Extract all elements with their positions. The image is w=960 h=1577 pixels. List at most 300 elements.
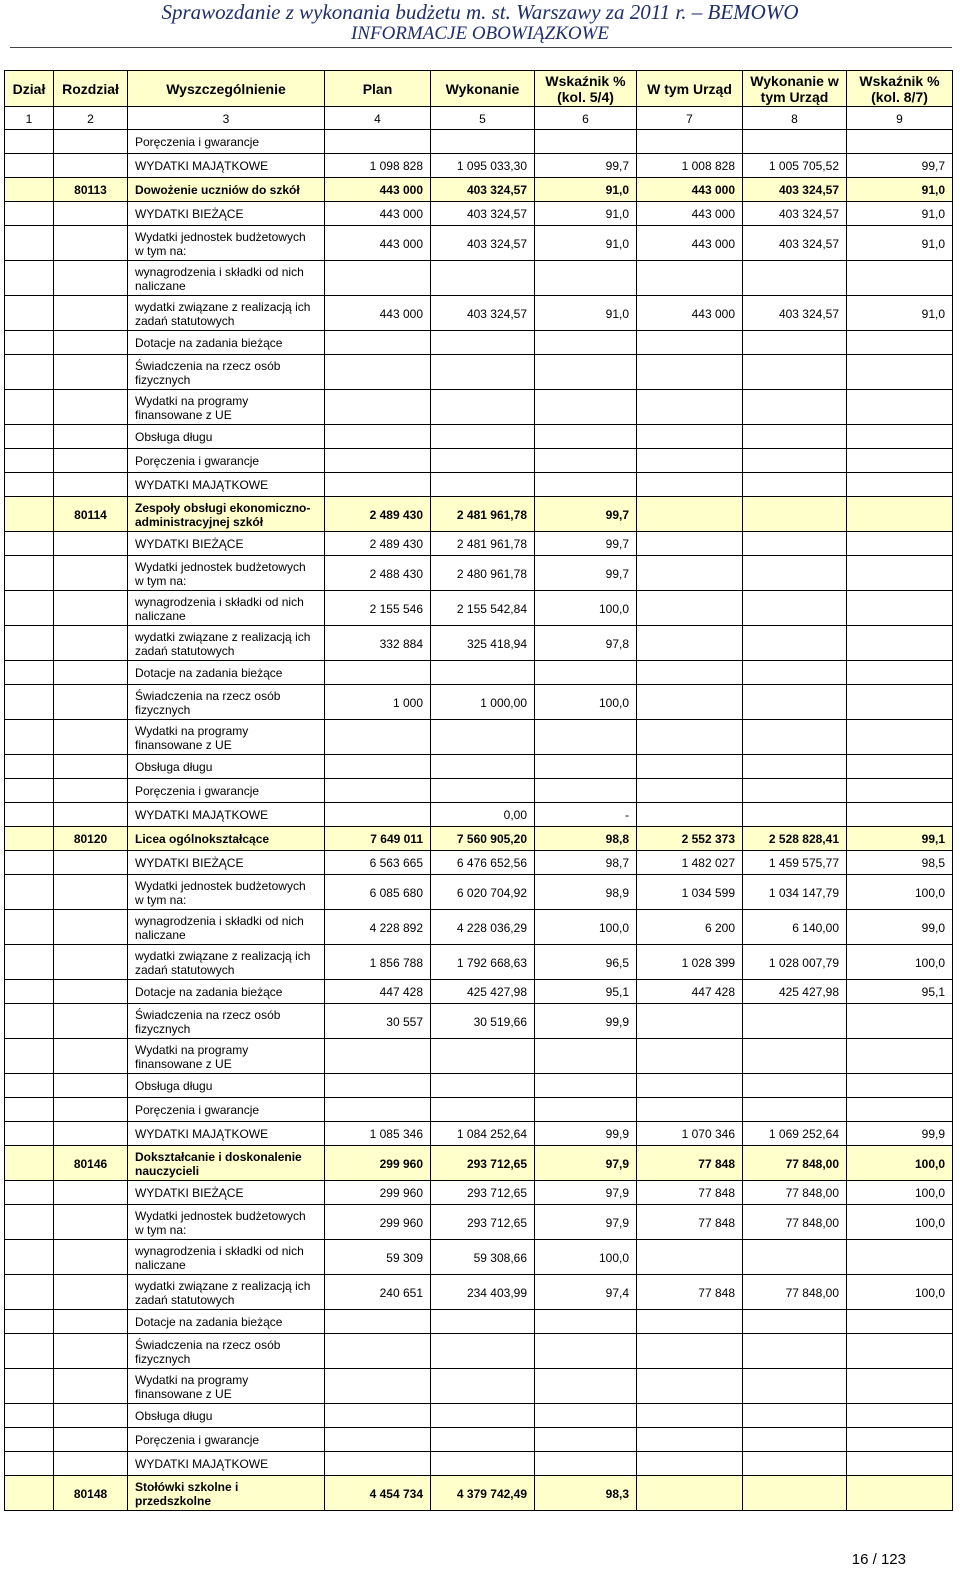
cell-w-tym-urzad xyxy=(637,473,743,497)
col-number: 8 xyxy=(743,107,847,130)
cell-plan: 299 960 xyxy=(325,1146,431,1181)
cell-dzial xyxy=(5,1310,54,1334)
cell-wskaznik-urzad: 100,0 xyxy=(847,1146,953,1181)
cell-label: Wydatki jednostek budżetowych w tym na: xyxy=(128,556,325,591)
cell-wykonanie: 1 792 668,63 xyxy=(431,945,535,980)
cell-w-tym-urzad xyxy=(637,1240,743,1275)
cell-rozdzial xyxy=(54,390,128,425)
cell-plan: 30 557 xyxy=(325,1004,431,1039)
cell-rozdzial xyxy=(54,779,128,803)
cell-w-tym-urzad xyxy=(637,390,743,425)
header-rule xyxy=(10,47,952,48)
budget-table xyxy=(4,70,953,1511)
cell-plan: 2 489 430 xyxy=(325,532,431,556)
col-number: 6 xyxy=(535,107,637,130)
table-row xyxy=(5,875,953,910)
cell-wykonanie xyxy=(431,1369,535,1404)
cell-wykonanie-urzad: 77 848,00 xyxy=(743,1275,847,1310)
cell-wskaznik: 99,9 xyxy=(535,1004,637,1039)
cell-rozdzial xyxy=(54,130,128,154)
cell-wykonanie-urzad xyxy=(743,1004,847,1039)
cell-wykonanie-urzad xyxy=(743,1476,847,1511)
table-row xyxy=(5,1310,953,1334)
cell-plan xyxy=(325,130,431,154)
cell-rozdzial xyxy=(54,425,128,449)
cell-wskaznik: 98,9 xyxy=(535,875,637,910)
cell-plan: 443 000 xyxy=(325,178,431,202)
table-row xyxy=(5,1098,953,1122)
cell-label: WYDATKI MAJĄTKOWE xyxy=(128,473,325,497)
cell-label: WYDATKI MAJĄTKOWE xyxy=(128,1452,325,1476)
cell-w-tym-urzad xyxy=(637,1428,743,1452)
cell-label: Dotacje na zadania bieżące xyxy=(128,980,325,1004)
cell-w-tym-urzad: 443 000 xyxy=(637,296,743,331)
cell-dzial xyxy=(5,1146,54,1181)
cell-dzial xyxy=(5,1404,54,1428)
cell-w-tym-urzad xyxy=(637,1452,743,1476)
cell-dzial xyxy=(5,980,54,1004)
cell-label: wydatki związane z realizacją ich zadań statutowych xyxy=(128,1275,325,1310)
cell-plan: 240 651 xyxy=(325,1275,431,1310)
cell-wykonanie xyxy=(431,473,535,497)
cell-wskaznik: 99,7 xyxy=(535,497,637,532)
cell-plan: 1 098 828 xyxy=(325,154,431,178)
cell-wskaznik xyxy=(535,449,637,473)
cell-rozdzial xyxy=(54,1074,128,1098)
cell-wykonanie-urzad xyxy=(743,1334,847,1369)
cell-wykonanie-urzad: 2 528 828,41 xyxy=(743,827,847,851)
cell-wskaznik: 99,7 xyxy=(535,556,637,591)
cell-wykonanie: 0,00 xyxy=(431,803,535,827)
cell-dzial xyxy=(5,473,54,497)
cell-rozdzial xyxy=(54,1275,128,1310)
cell-wskaznik-urzad: 100,0 xyxy=(847,1205,953,1240)
cell-wskaznik xyxy=(535,1452,637,1476)
cell-w-tym-urzad: 1 028 399 xyxy=(637,945,743,980)
cell-dzial xyxy=(5,661,54,685)
cell-wykonanie-urzad xyxy=(743,626,847,661)
cell-wykonanie xyxy=(431,449,535,473)
cell-plan xyxy=(325,1452,431,1476)
cell-plan: 6 563 665 xyxy=(325,851,431,875)
cell-label: WYDATKI BIEŻĄCE xyxy=(128,851,325,875)
cell-wykonanie xyxy=(431,390,535,425)
cell-plan xyxy=(325,355,431,390)
cell-plan: 332 884 xyxy=(325,626,431,661)
cell-wskaznik: 99,7 xyxy=(535,154,637,178)
col-number: 9 xyxy=(847,107,953,130)
cell-w-tym-urzad xyxy=(637,355,743,390)
cell-wykonanie: 325 418,94 xyxy=(431,626,535,661)
cell-wykonanie xyxy=(431,1428,535,1452)
cell-plan xyxy=(325,1074,431,1098)
cell-plan: 6 085 680 xyxy=(325,875,431,910)
cell-wykonanie: 234 403,99 xyxy=(431,1275,535,1310)
cell-label: wydatki związane z realizacją ich zadań statutowych xyxy=(128,296,325,331)
cell-wykonanie-urzad: 1 069 252,64 xyxy=(743,1122,847,1146)
cell-wskaznik-urzad xyxy=(847,803,953,827)
cell-wskaznik-urzad: 100,0 xyxy=(847,875,953,910)
cell-w-tym-urzad xyxy=(637,497,743,532)
cell-rozdzial xyxy=(54,755,128,779)
cell-wskaznik xyxy=(535,1404,637,1428)
cell-rozdzial xyxy=(54,1122,128,1146)
cell-wskaznik-urzad xyxy=(847,473,953,497)
cell-w-tym-urzad: 77 848 xyxy=(637,1275,743,1310)
cell-w-tym-urzad xyxy=(637,425,743,449)
cell-wskaznik xyxy=(535,720,637,755)
cell-wskaznik-urzad xyxy=(847,1452,953,1476)
cell-wskaznik-urzad xyxy=(847,261,953,296)
cell-rozdzial xyxy=(54,685,128,720)
cell-wykonanie: 425 427,98 xyxy=(431,980,535,1004)
cell-wykonanie: 1 000,00 xyxy=(431,685,535,720)
cell-rozdzial xyxy=(54,556,128,591)
table-row xyxy=(5,1039,953,1074)
cell-label: Obsługa długu xyxy=(128,1074,325,1098)
cell-rozdzial xyxy=(54,1369,128,1404)
cell-wskaznik: 100,0 xyxy=(535,1240,637,1275)
cell-wykonanie xyxy=(431,1334,535,1369)
cell-wykonanie: 293 712,65 xyxy=(431,1146,535,1181)
cell-plan xyxy=(325,720,431,755)
cell-wykonanie-urzad xyxy=(743,1098,847,1122)
cell-label: wynagrodzenia i składki od nich naliczane xyxy=(128,1240,325,1275)
table-row xyxy=(5,355,953,390)
cell-wskaznik-urzad: 99,9 xyxy=(847,1122,953,1146)
cell-w-tym-urzad: 1 008 828 xyxy=(637,154,743,178)
cell-dzial xyxy=(5,1452,54,1476)
cell-plan: 4 228 892 xyxy=(325,910,431,945)
cell-plan: 2 155 546 xyxy=(325,591,431,626)
cell-label: Obsługa długu xyxy=(128,1404,325,1428)
cell-wskaznik-urzad: 98,5 xyxy=(847,851,953,875)
cell-wskaznik xyxy=(535,1098,637,1122)
cell-plan xyxy=(325,755,431,779)
cell-wykonanie-urzad: 1 005 705,52 xyxy=(743,154,847,178)
cell-w-tym-urzad xyxy=(637,1369,743,1404)
cell-wykonanie: 30 519,66 xyxy=(431,1004,535,1039)
table-row xyxy=(5,685,953,720)
cell-wykonanie-urzad xyxy=(743,130,847,154)
cell-wskaznik-urzad xyxy=(847,1369,953,1404)
cell-wykonanie-urzad xyxy=(743,755,847,779)
cell-wskaznik-urzad xyxy=(847,355,953,390)
cell-wykonanie: 293 712,65 xyxy=(431,1205,535,1240)
section-row xyxy=(5,1146,953,1181)
cell-wskaznik-urzad xyxy=(847,591,953,626)
cell-plan xyxy=(325,1334,431,1369)
table-row xyxy=(5,331,953,355)
cell-plan: 1 856 788 xyxy=(325,945,431,980)
cell-plan: 7 649 011 xyxy=(325,827,431,851)
col-header-wskaznik-urzad: Wskaźnik % (kol. 8/7) xyxy=(847,71,953,107)
cell-wskaznik xyxy=(535,331,637,355)
cell-wykonanie-urzad xyxy=(743,556,847,591)
cell-w-tym-urzad xyxy=(637,532,743,556)
cell-wykonanie: 6 020 704,92 xyxy=(431,875,535,910)
cell-label: WYDATKI BIEŻĄCE xyxy=(128,1181,325,1205)
cell-wykonanie xyxy=(431,355,535,390)
cell-wskaznik-urzad: 100,0 xyxy=(847,1181,953,1205)
col-number: 1 xyxy=(5,107,54,130)
cell-wykonanie-urzad xyxy=(743,661,847,685)
cell-plan: 2 489 430 xyxy=(325,497,431,532)
table-row xyxy=(5,755,953,779)
cell-plan xyxy=(325,1404,431,1428)
cell-w-tym-urzad xyxy=(637,1476,743,1511)
cell-wykonanie-urzad: 403 324,57 xyxy=(743,296,847,331)
cell-label: wynagrodzenia i składki od nich naliczane xyxy=(128,910,325,945)
cell-rozdzial xyxy=(54,1039,128,1074)
cell-wykonanie-urzad xyxy=(743,803,847,827)
cell-wskaznik-urzad xyxy=(847,1428,953,1452)
cell-dzial xyxy=(5,1098,54,1122)
cell-wskaznik xyxy=(535,1310,637,1334)
cell-dzial xyxy=(5,803,54,827)
cell-plan xyxy=(325,779,431,803)
cell-w-tym-urzad: 443 000 xyxy=(637,178,743,202)
cell-plan: 447 428 xyxy=(325,980,431,1004)
cell-wskaznik: 97,9 xyxy=(535,1205,637,1240)
cell-wykonanie-urzad xyxy=(743,449,847,473)
cell-label: Stołówki szkolne i przedszkolne xyxy=(128,1476,325,1511)
cell-rozdzial: 80120 xyxy=(54,827,128,851)
cell-dzial xyxy=(5,1428,54,1452)
cell-wskaznik: 98,8 xyxy=(535,827,637,851)
cell-dzial xyxy=(5,331,54,355)
table-row xyxy=(5,1428,953,1452)
cell-label: WYDATKI BIEŻĄCE xyxy=(128,532,325,556)
table-row xyxy=(5,425,953,449)
cell-plan: 443 000 xyxy=(325,202,431,226)
cell-plan: 443 000 xyxy=(325,226,431,261)
cell-plan xyxy=(325,803,431,827)
report-subtitle: INFORMACJE OBOWIĄZKOWE xyxy=(350,23,610,44)
table-row xyxy=(5,591,953,626)
cell-label: wydatki związane z realizacją ich zadań statutowych xyxy=(128,626,325,661)
cell-w-tym-urzad xyxy=(637,803,743,827)
cell-plan xyxy=(325,261,431,296)
cell-dzial xyxy=(5,685,54,720)
cell-rozdzial xyxy=(54,1404,128,1428)
cell-wykonanie-urzad xyxy=(743,1039,847,1074)
cell-wykonanie: 6 476 652,56 xyxy=(431,851,535,875)
cell-plan xyxy=(325,1428,431,1452)
cell-dzial xyxy=(5,626,54,661)
cell-dzial xyxy=(5,1334,54,1369)
cell-wykonanie xyxy=(431,755,535,779)
table-row xyxy=(5,1205,953,1240)
cell-wykonanie-urzad xyxy=(743,355,847,390)
table-row xyxy=(5,226,953,261)
cell-w-tym-urzad xyxy=(637,661,743,685)
cell-wykonanie: 59 308,66 xyxy=(431,1240,535,1275)
col-header-wskaznik: Wskaźnik % (kol. 5/4) xyxy=(535,71,637,107)
cell-wykonanie-urzad xyxy=(743,532,847,556)
cell-rozdzial: 80113 xyxy=(54,178,128,202)
cell-label: Wydatki na programy finansowane z UE xyxy=(128,1369,325,1404)
cell-rozdzial xyxy=(54,980,128,1004)
cell-label: Obsługa długu xyxy=(128,425,325,449)
cell-wykonanie-urzad: 1 459 575,77 xyxy=(743,851,847,875)
page-number: 16 / 123 xyxy=(851,1551,906,1568)
cell-wykonanie xyxy=(431,1074,535,1098)
table-row xyxy=(5,851,953,875)
cell-w-tym-urzad xyxy=(637,556,743,591)
cell-w-tym-urzad: 1 070 346 xyxy=(637,1122,743,1146)
cell-wskaznik xyxy=(535,261,637,296)
cell-wskaznik xyxy=(535,425,637,449)
cell-wskaznik: 91,0 xyxy=(535,178,637,202)
table-row xyxy=(5,779,953,803)
cell-wykonanie xyxy=(431,130,535,154)
cell-wskaznik: 100,0 xyxy=(535,910,637,945)
cell-w-tym-urzad xyxy=(637,626,743,661)
cell-wykonanie-urzad xyxy=(743,390,847,425)
cell-wskaznik-urzad xyxy=(847,1310,953,1334)
cell-label: WYDATKI BIEŻĄCE xyxy=(128,202,325,226)
cell-wykonanie-urzad xyxy=(743,1310,847,1334)
cell-rozdzial xyxy=(54,331,128,355)
cell-wskaznik xyxy=(535,1074,637,1098)
cell-w-tym-urzad xyxy=(637,130,743,154)
table-row xyxy=(5,980,953,1004)
cell-rozdzial: 80148 xyxy=(54,1476,128,1511)
cell-dzial xyxy=(5,827,54,851)
cell-rozdzial xyxy=(54,296,128,331)
col-header-wykonanie: Wykonanie xyxy=(431,71,535,107)
cell-rozdzial xyxy=(54,875,128,910)
cell-wskaznik: 96,5 xyxy=(535,945,637,980)
cell-wykonanie-urzad: 77 848,00 xyxy=(743,1205,847,1240)
cell-wykonanie-urzad: 403 324,57 xyxy=(743,178,847,202)
cell-dzial xyxy=(5,1476,54,1511)
cell-w-tym-urzad: 443 000 xyxy=(637,226,743,261)
table-row xyxy=(5,945,953,980)
cell-label: Świadczenia na rzecz osób fizycznych xyxy=(128,355,325,390)
cell-dzial xyxy=(5,154,54,178)
cell-w-tym-urzad xyxy=(637,1039,743,1074)
cell-rozdzial xyxy=(54,355,128,390)
cell-wskaznik-urzad: 99,1 xyxy=(847,827,953,851)
cell-wykonanie xyxy=(431,1404,535,1428)
col-header-w-tym-urzad: W tym Urząd xyxy=(637,71,743,107)
cell-dzial xyxy=(5,851,54,875)
cell-wykonanie-urzad xyxy=(743,1369,847,1404)
cell-wskaznik: 91,0 xyxy=(535,296,637,331)
cell-wskaznik-urzad xyxy=(847,1074,953,1098)
cell-wskaznik-urzad xyxy=(847,779,953,803)
cell-wskaznik-urzad xyxy=(847,1476,953,1511)
cell-rozdzial xyxy=(54,945,128,980)
cell-label: Licea ogólnokształcące xyxy=(128,827,325,851)
cell-dzial xyxy=(5,532,54,556)
cell-label: Wydatki jednostek budżetowych w tym na: xyxy=(128,875,325,910)
cell-rozdzial xyxy=(54,449,128,473)
cell-plan xyxy=(325,1039,431,1074)
cell-wykonanie: 403 324,57 xyxy=(431,296,535,331)
table-row xyxy=(5,910,953,945)
cell-wskaznik: 100,0 xyxy=(535,685,637,720)
cell-wykonanie xyxy=(431,1310,535,1334)
cell-wykonanie-urzad: 6 140,00 xyxy=(743,910,847,945)
section-row xyxy=(5,497,953,532)
cell-wykonanie-urzad: 77 848,00 xyxy=(743,1181,847,1205)
cell-plan: 299 960 xyxy=(325,1205,431,1240)
cell-wskaznik-urzad xyxy=(847,497,953,532)
cell-rozdzial: 80114 xyxy=(54,497,128,532)
cell-wskaznik-urzad xyxy=(847,1404,953,1428)
cell-wykonanie xyxy=(431,1452,535,1476)
cell-rozdzial xyxy=(54,154,128,178)
cell-wykonanie-urzad xyxy=(743,779,847,803)
cell-label: Poręczenia i gwarancje xyxy=(128,779,325,803)
cell-dzial xyxy=(5,226,54,261)
cell-dzial xyxy=(5,1181,54,1205)
cell-rozdzial xyxy=(54,851,128,875)
cell-plan xyxy=(325,1310,431,1334)
cell-w-tym-urzad xyxy=(637,1404,743,1428)
table-row xyxy=(5,1452,953,1476)
table-header-row xyxy=(5,71,953,107)
cell-label: Wydatki na programy finansowane z UE xyxy=(128,1039,325,1074)
cell-wskaznik: 97,9 xyxy=(535,1146,637,1181)
col-number: 5 xyxy=(431,107,535,130)
cell-dzial xyxy=(5,390,54,425)
cell-rozdzial xyxy=(54,1181,128,1205)
table-row xyxy=(5,803,953,827)
cell-wskaznik xyxy=(535,1334,637,1369)
cell-plan xyxy=(325,661,431,685)
cell-w-tym-urzad: 1 034 599 xyxy=(637,875,743,910)
cell-wskaznik: 99,7 xyxy=(535,532,637,556)
section-row xyxy=(5,178,953,202)
cell-w-tym-urzad: 2 552 373 xyxy=(637,827,743,851)
cell-label: Świadczenia na rzecz osób fizycznych xyxy=(128,685,325,720)
cell-rozdzial xyxy=(54,661,128,685)
cell-w-tym-urzad xyxy=(637,449,743,473)
cell-dzial xyxy=(5,875,54,910)
cell-wykonanie-urzad xyxy=(743,425,847,449)
cell-w-tym-urzad xyxy=(637,1098,743,1122)
cell-wykonanie xyxy=(431,720,535,755)
cell-wskaznik: 91,0 xyxy=(535,202,637,226)
cell-rozdzial xyxy=(54,261,128,296)
col-header-wykonanie-urzad: Wykonanie w tym Urząd xyxy=(743,71,847,107)
cell-plan xyxy=(325,1369,431,1404)
cell-w-tym-urzad: 6 200 xyxy=(637,910,743,945)
cell-wskaznik: 97,8 xyxy=(535,626,637,661)
cell-wskaznik xyxy=(535,355,637,390)
cell-dzial xyxy=(5,425,54,449)
table-row xyxy=(5,1404,953,1428)
cell-wykonanie xyxy=(431,331,535,355)
cell-wskaznik xyxy=(535,755,637,779)
cell-wykonanie-urzad xyxy=(743,720,847,755)
cell-wskaznik: 95,1 xyxy=(535,980,637,1004)
table-row xyxy=(5,1004,953,1039)
cell-rozdzial xyxy=(54,226,128,261)
cell-wykonanie: 4 228 036,29 xyxy=(431,910,535,945)
cell-plan: 59 309 xyxy=(325,1240,431,1275)
cell-rozdzial xyxy=(54,1452,128,1476)
cell-rozdzial xyxy=(54,591,128,626)
cell-wykonanie xyxy=(431,1098,535,1122)
cell-wykonanie xyxy=(431,661,535,685)
table-row xyxy=(5,720,953,755)
table-row xyxy=(5,1369,953,1404)
